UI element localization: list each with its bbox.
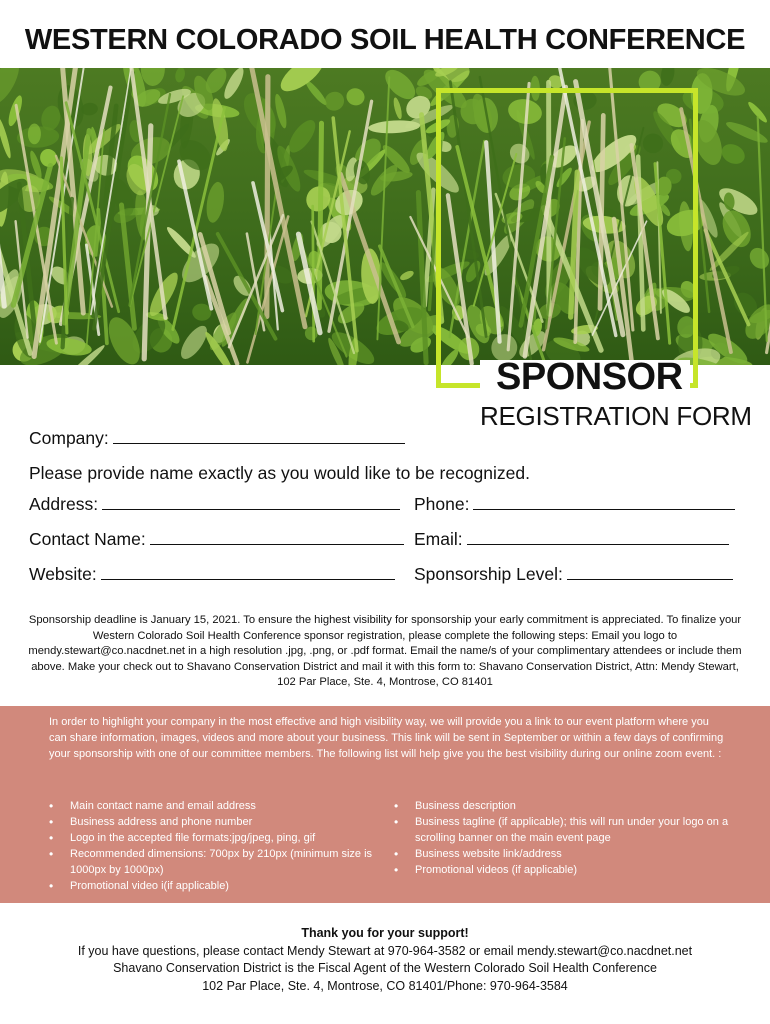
company-field[interactable]	[29, 428, 405, 449]
thank-you-line: Thank you for your support!	[301, 926, 469, 940]
visibility-panel	[0, 706, 770, 903]
registration-form-subtitle: REGISTRATION FORM	[480, 401, 752, 431]
address-line: 102 Par Place, Ste. 4, Montrose, CO 81401/Phone: 970-964-3584	[202, 978, 568, 993]
contact-name-label: Contact Name:	[29, 529, 146, 549]
recognition-note: Please provide name exactly as you would like to be recognized.	[29, 463, 530, 483]
contact-name-blank[interactable]	[150, 530, 404, 545]
list-item: • Promotional videos (if applicable)	[394, 862, 734, 878]
fiscal-agent-line: Shavano Conservation District is the Fiscal Agent of the Western Colorado Soil Health Conference	[113, 961, 657, 975]
contact-name-field[interactable]	[29, 529, 404, 550]
phone-field[interactable]	[414, 494, 735, 515]
list-item: • Main contact name and email address	[49, 798, 389, 814]
company-label: Company:	[29, 428, 109, 448]
sponsorship-level-label: Sponsorship Level:	[414, 564, 563, 584]
deadline-instructions: Sponsorship deadline is January 15, 2021. To ensure the highest visibility for sponsorship your early commitment is appreciated. To finalize your Western Colorado Soil Health Conference sponsor registration, please complete the following steps: Email you logo to mendy.stewart@co.nacdnet.net in a high resolution .jpg, .png, or .pdf format. Email the name/s of your complimentary attendees or include them above. Make your check out to Shavano Conservation District and mail it with this form to: Shavano Conservation District, Attn: Mendy Stewart, 102 Par Place, Ste. 4, Montrose, CO 81401	[28, 614, 742, 688]
list-item: • Business address and phone number	[49, 814, 389, 830]
list-item: • Promotional video i(if applicable)	[49, 878, 389, 894]
footer	[0, 925, 770, 995]
company-blank[interactable]	[113, 429, 405, 444]
list-item: • Business website link/address	[394, 846, 734, 862]
website-field[interactable]	[29, 564, 395, 585]
phone-label: Phone:	[414, 494, 470, 514]
contact-line: If you have questions, please contact Mendy Stewart at 970-964-3582 or email mendy.stewart@co.nacdnet.net	[77, 943, 693, 958]
left-checklist	[49, 798, 389, 894]
sponsorship-level-blank[interactable]	[567, 565, 733, 580]
sponsorship-level-field[interactable]	[414, 564, 733, 585]
right-checklist	[394, 798, 734, 878]
list-item: • Business tagline (if applicable); this will run under your logo on a scrolling banner on the main event page	[394, 814, 734, 846]
list-item: • Recommended dimensions: 700px by 210px (minimum size is 1000px by 1000px)	[49, 846, 389, 878]
list-item: • Logo in the accepted file formats:jpg/jpeg, ping, gif	[49, 830, 389, 846]
list-item: • Business description	[394, 798, 734, 814]
website-label: Website:	[29, 564, 97, 584]
sponsor-heading: SPONSOR	[496, 356, 683, 398]
highlight-frame	[436, 88, 698, 388]
email-label: Email:	[414, 529, 463, 549]
phone-blank[interactable]	[473, 495, 735, 510]
email-field[interactable]	[414, 529, 729, 550]
website-blank[interactable]	[101, 565, 395, 580]
address-field[interactable]	[29, 494, 400, 515]
email-blank[interactable]	[467, 530, 729, 545]
address-blank[interactable]	[102, 495, 400, 510]
panel-intro: In order to highlight your company in the most effective and high visibility way, we will provide you a link to our event platform where you can share information, images, videos and more about your business. This link will be sent in September or within a few days of confirming your sponsorship with one of our committee members. The following list will help give you the best visibility during our online zoom event. :	[49, 716, 724, 760]
sponsor-heading-box	[480, 356, 690, 402]
address-label: Address:	[29, 494, 99, 514]
conference-title: WESTERN COLORADO SOIL HEALTH CONFERENCE	[24, 24, 746, 56]
